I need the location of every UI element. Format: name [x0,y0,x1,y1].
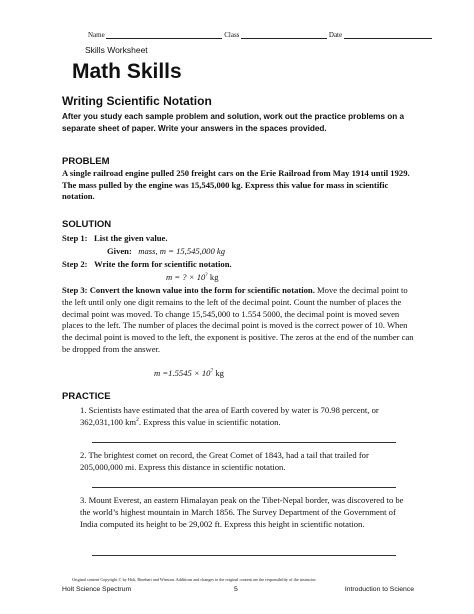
practice-question-3: 3. Mount Everest, an eastern Himalayan peak on the Tibet-Nepal border, was discovered to be the world’s highest mountain in March 1856. The Survey Department of the Government of India computed its height to be 29,002 ft. Express this height in scientific notation. [80,495,404,529]
step-1-label: Step 1: [62,233,88,243]
solution-heading: SOLUTION [62,219,112,230]
footer-page-number: 5 [234,586,238,593]
answer-base: m =1.5545 × 10 [154,368,211,378]
answer-unit: kg [213,368,224,378]
footer-book-title: Holt Science Spectrum [62,586,132,593]
name-label: Name [88,31,105,39]
header-line [88,31,408,39]
copyright-notice: Original content Copyright © by Holt, Rinehart and Winston. Additions and changes to the original content are the responsibility of the instructor. [72,577,317,582]
step-3-label: Step 3: Convert the known value into the form for scientific notation. [62,285,315,295]
answer-line-2[interactable] [92,487,396,488]
q1-sup: 2 [136,416,139,423]
form-equation [166,272,219,282]
given-line [107,246,225,256]
class-label: Class [224,31,240,39]
section-title: Writing Scientific Notation [62,94,212,108]
practice-question-2: 2. The brightest comet on record, the Great Comet of 1843, had a tail that trailed for 205,000,000 mi. Express this distance in scientific notation. [80,450,369,472]
given-value: mass, m = 15,545,000 kg [138,246,226,256]
problem-heading: PROBLEM [62,156,110,167]
step-1-text: List the given value. [94,233,168,243]
q1-post: . Express this value in scientific notation. [138,416,281,427]
intro-text: After you study each sample problem and solution, work out the practice problems on a separate sheet of paper. Write your answers in the spaces provided. [62,112,405,134]
page-title: Math Skills [72,60,182,83]
answer-line-1[interactable] [92,442,396,443]
answer-exponent: 7 [210,368,214,375]
form-base: m = ? × 10 [166,272,206,282]
form-exponent: ? [205,272,208,279]
step-2 [62,259,232,270]
form-unit: kg [207,272,219,282]
worksheet-label: Skills Worksheet [85,45,148,55]
footer-chapter-title: Introduction to Science [344,586,414,593]
step-2-text: Write the form for scientific notation. [94,259,232,269]
practice-question-1 [80,405,406,429]
date-label: Date [328,31,343,39]
step-3-text: Move the decimal point to the left until only one digit remains to the left of the decimal point. Count the number of places the decimal point was moved. To change 15,545,000 to 1.554 5000, the decimal point is moved seven places to the left. The number of places the decimal point is moved is the correct power of 10. When the decimal point is moved to the left, the exponent is positive. The zeros at the end of the number can be dropped from the answer. [62,285,414,354]
step-1 [62,233,168,244]
step-3 [62,285,414,356]
answer-equation [154,368,224,378]
date-field[interactable] [344,31,432,39]
name-field[interactable] [106,31,222,39]
step-2-label: Step 2: [62,259,88,269]
class-field[interactable] [241,31,327,39]
q1-pre: 1. Scientists have estimated that the area of Earth covered by water is 70.98 percent, or 362,031,100 km [80,405,379,427]
answer-line-3[interactable] [92,555,396,556]
practice-heading: PRACTICE [62,391,111,402]
problem-text: A single railroad engine pulled 250 freight cars on the Erie Railroad from May 1914 until 1929. The mass pulled by the engine was 15,545,000 kg. Express this value for mass in scientific notation. [62,168,410,202]
given-label: Given: [107,246,132,256]
